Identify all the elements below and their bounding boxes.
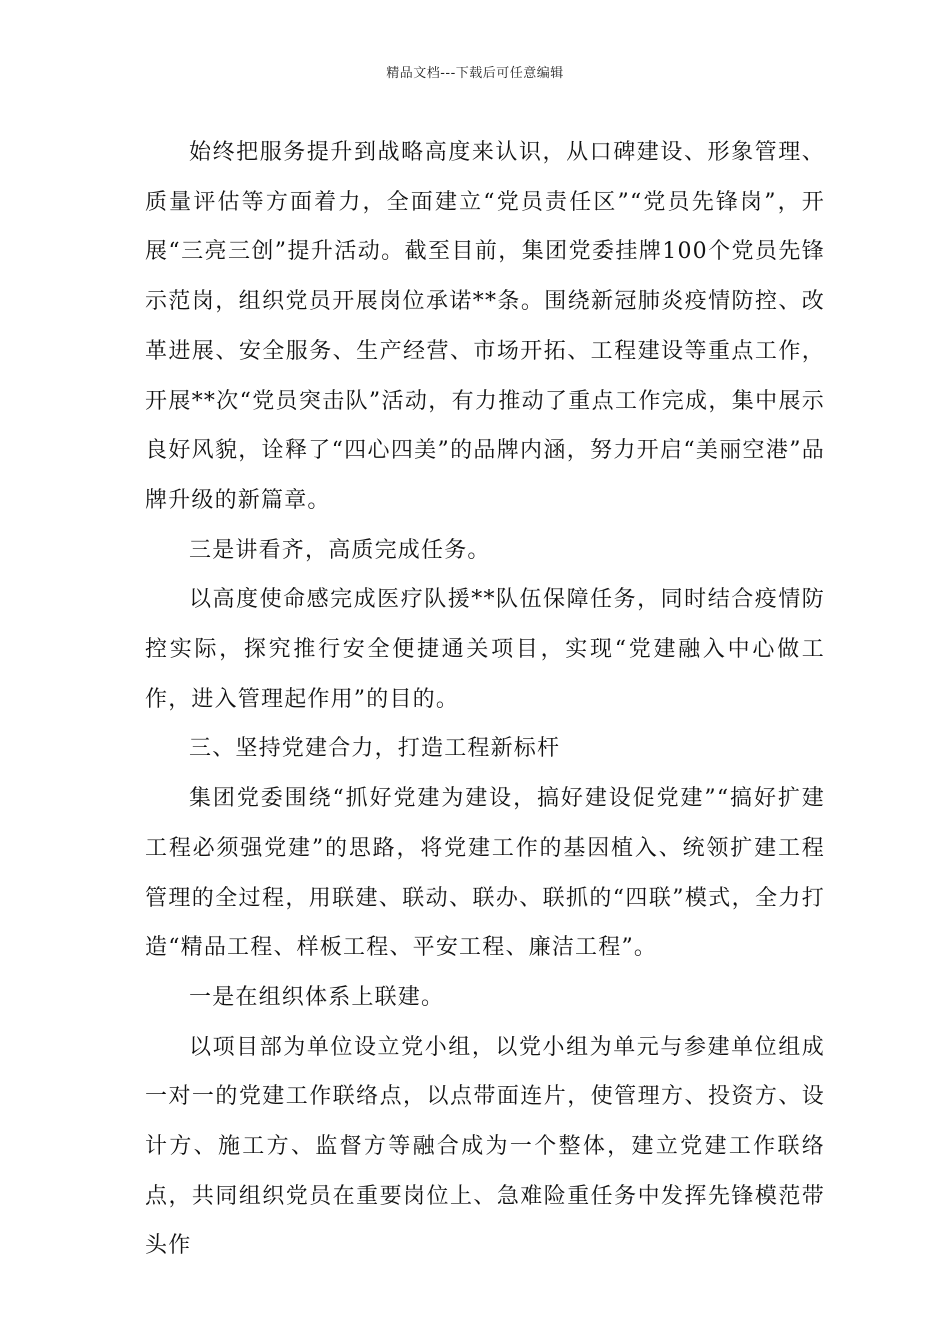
paragraph: 集团党委围绕“抓好党建为建设，搞好建设促党建”“搞好扩建工程必须强党建”的思路，将党建工作的基因植入、统领扩建工程管理的全过程，用联建、联动、联办、联抓的“四联”模式，全力打造“精品工程、样板工程、平安工程、廉洁工程”。 [145,786,825,961]
paragraph: 三是讲看齐，高质完成任务。 [189,537,491,563]
section-heading: 三、坚持党建合力，打造工程新标杆 [189,736,561,762]
document-body [145,128,825,1271]
paragraph: 以项目部为单位设立党小组，以党小组为单元与参建单位组成一对一的党建工作联络点，以点带面连片，使管理方、投资方、设计方、施工方、监督方等融合成为一个整体，建立党建工作联络点，共同组织党员在重要岗位上、急难险重任务中发挥先锋模范带头作 [145,1034,825,1259]
page-header: 精品文档---下载后可任意编辑 [386,66,564,81]
paragraph: 一是在组织体系上联建。 [189,984,445,1010]
paragraph: 始终把服务提升到战略高度来认识，从口碑建设、形象管理、质量评估等方面着力，全面建立“党员责任区”“党员先锋岗”，开展“三亮三创”提升活动。截至目前，集团党委挂牌100个党员先锋示范岗，组织党员开展岗位承诺**条。围绕新冠肺炎疫情防控、改革进展、安全服务、生产经营、市场开拓、工程建设等重点工作，开展**次“党员突击队”活动，有力推动了重点工作完成，集中展示良好风貌，诠释了“四心四美”的品牌内涵，努力开启“美丽空港”品牌升级的新篇章。 [145,140,825,513]
paragraph: 以高度使命感完成医疗队援**队伍保障任务，同时结合疫情防控实际，探究推行安全便捷通关项目，实现“党建融入中心做工作，进入管理起作用”的目的。 [145,587,825,712]
